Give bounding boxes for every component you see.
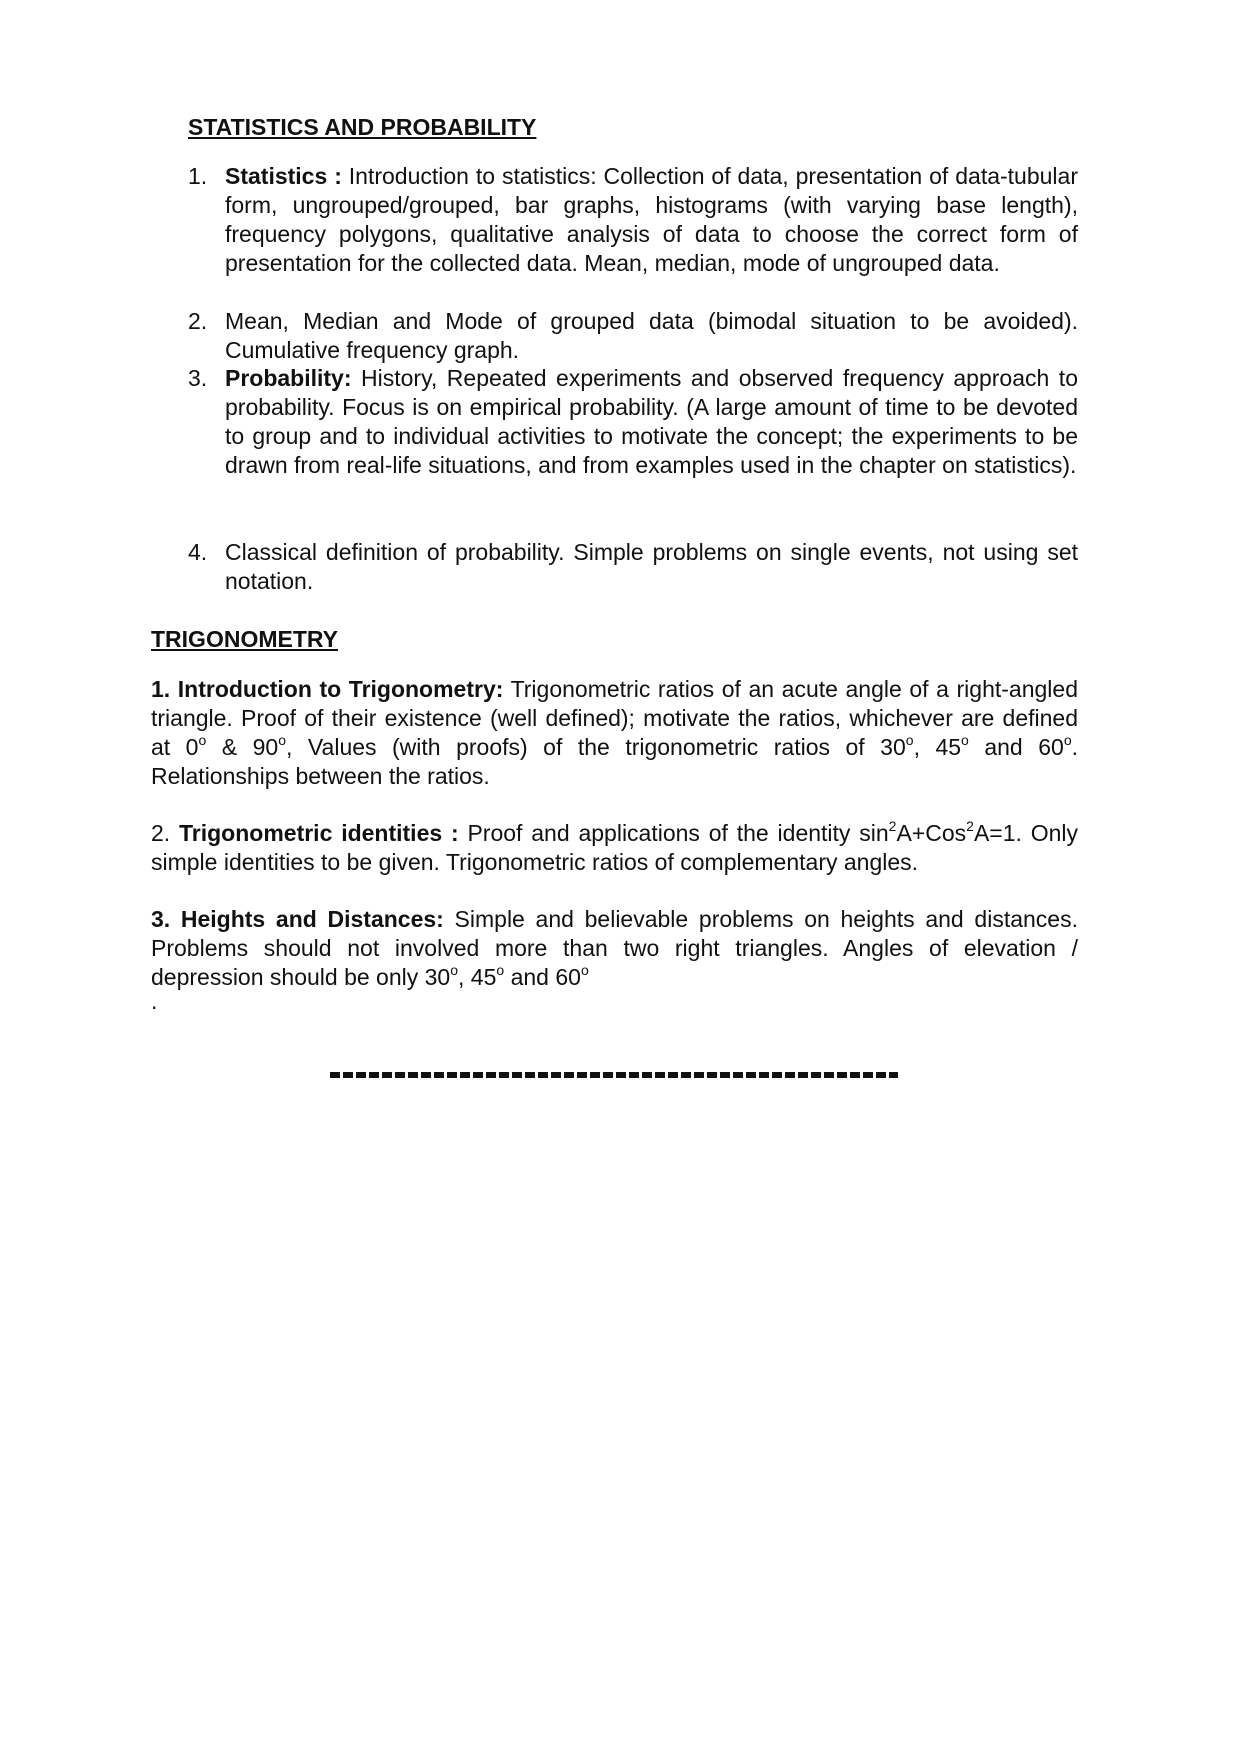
statistics-item-1 [188, 162, 1078, 278]
item-text: Classical definition of probability. Simple problems on single events, not using set notation. [225, 539, 1078, 594]
degree-superscript: o [1063, 732, 1072, 749]
item-number: 1. [188, 163, 208, 189]
trigonometry-item-3: 3. Heights and Distances: Simple and believable problems on heights and distances. Problems should not involved more than two right triangles. Angles of elevation / depression should be only 30$^o$, 45$^o$ and 60$^o$ [151, 906, 1078, 990]
statistics-item-3 [188, 364, 1078, 480]
item-text: Introduction to statistics: Collection of data, presentation of data-tubular form, ungrouped/grouped, bar graphs, histograms (with varying base length), frequency polygons, qualitative analysis of data to choose the correct form of presentation for the collected data. Mean, median, mode of ungrouped data. [225, 163, 1078, 276]
statistics-heading: STATISTICS AND PROBABILITY [188, 114, 537, 140]
item-number: 3. [188, 365, 208, 391]
item-text: History, Repeated experiments and observed frequency approach to probability. Focus is on empirical probability. (A large amount of time to be devoted to group and to individual activities to motivate the concept; the experiments to be drawn from real-life situations, and from examples used in the chapter on statistics). [225, 365, 1078, 478]
trailing-dot: . [151, 988, 158, 1014]
item-number: 2. [151, 820, 171, 846]
degree-superscript: o [580, 962, 589, 979]
degree-superscript: o [198, 732, 207, 749]
degree-superscript: o [905, 732, 914, 749]
exponent-superscript: 2 [888, 818, 897, 835]
degree-superscript: o [450, 962, 459, 979]
item-bold-title: 1. Introduction to Trigonometry: [151, 676, 504, 702]
degree-superscript: o [278, 732, 287, 749]
trigonometry-item-2: 2. Trigonometric identities : Proof and applications of the identity $\sin^2A+Cos^2A=1$. Only simple identities to be given. Trigonometric ratios of complementary angles. [151, 818, 1079, 875]
end-divider [330, 1072, 898, 1078]
trigonometry-item-1: 1. Introduction to Trigonometry: Trigonometric ratios of an acute angle of a right-angled triangle. Proof of their existence (well defined); motivate the ratios, whichever are defined at 0$^o$ & 90$^o$, Values (with proofs) of the trigonometric ratios of 30$^o$, 45$^o$ and 60$^o$. Relationships between the ratios. [151, 676, 1078, 789]
trigonometry-heading: TRIGONOMETRY [151, 626, 338, 652]
item-bold-title: Statistics : [225, 163, 342, 189]
item-bold-title: 3. Heights and Distances: [151, 906, 444, 932]
degree-superscript: o [961, 732, 969, 749]
statistics-item-4 [188, 538, 1078, 596]
degree-superscript: o [496, 962, 505, 979]
item-number: 4. [188, 539, 208, 565]
item-number: 2. [188, 308, 208, 334]
statistics-item-2 [188, 307, 1078, 365]
exponent-superscript: 2 [966, 818, 974, 835]
item-bold-title: Trigonometric identities : [179, 820, 459, 846]
item-bold-title: Probability: [225, 365, 352, 391]
item-text: Mean, Median and Mode of grouped data (bimodal situation to be avoided). Cumulative frequency graph. [225, 308, 1078, 363]
